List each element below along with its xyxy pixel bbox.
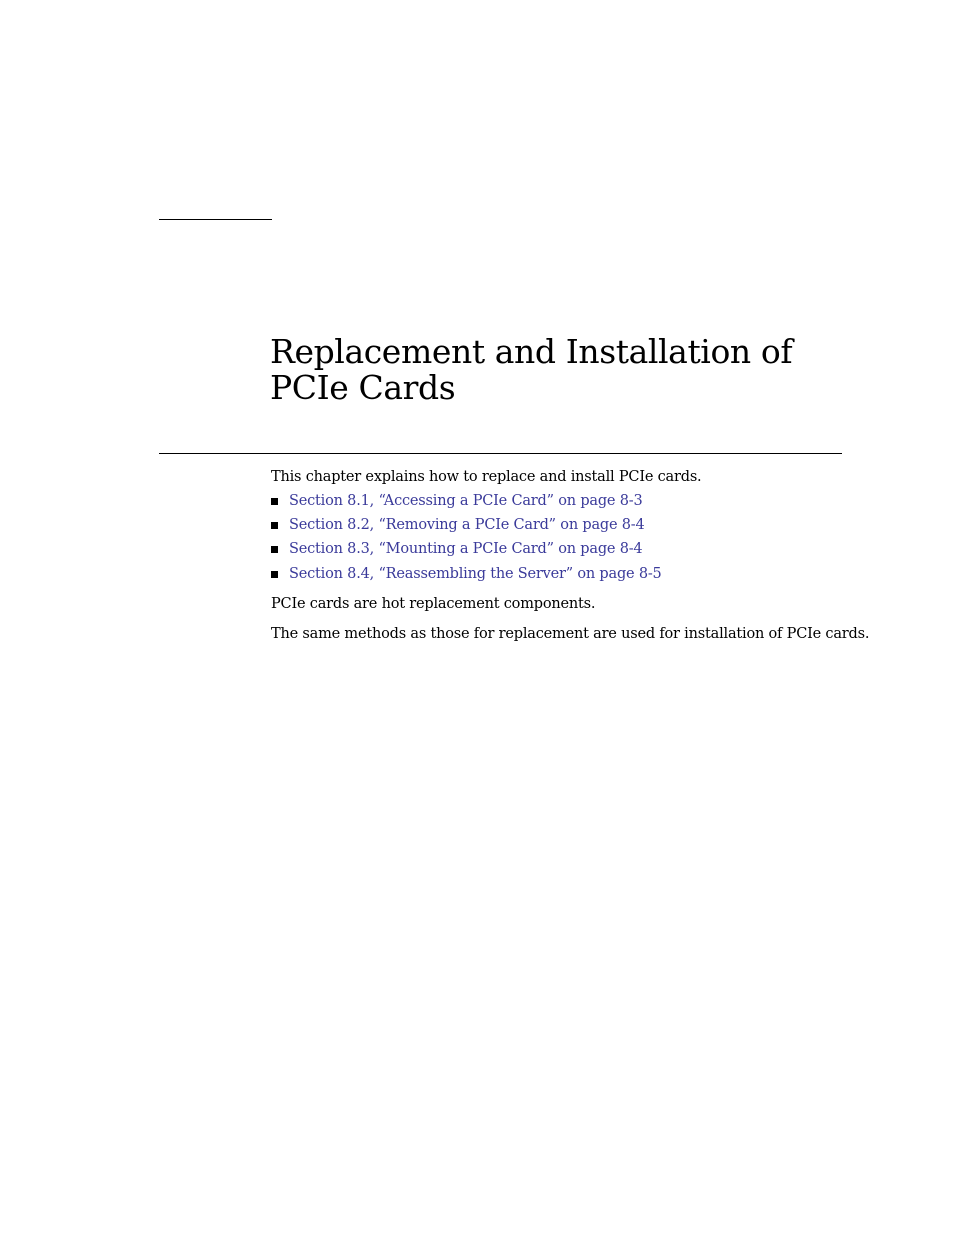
intro-paragraph: This chapter explains how to replace and install PCIe cards. <box>271 469 702 485</box>
hot-replacement-paragraph: PCIe cards are hot replacement components. <box>271 596 596 612</box>
chapter-top-rule <box>159 219 272 220</box>
square-bullet-icon <box>271 522 278 529</box>
section-8-2-link[interactable]: Section 8.2, “Removing a PCIe Card” on page 8-4 <box>289 517 645 533</box>
chapter-title <box>270 334 870 406</box>
section-8-1-link[interactable]: Section 8.1, “Accessing a PCIe Card” on page 8-3 <box>289 493 643 509</box>
section-8-3-link[interactable]: Section 8.3, “Mounting a PCIe Card” on page 8-4 <box>289 541 643 557</box>
square-bullet-icon <box>271 571 278 578</box>
square-bullet-icon <box>271 546 278 553</box>
chapter-title-line-1: Replacement and Installation of <box>270 332 793 371</box>
chapter-divider-rule <box>159 453 842 454</box>
chapter-title-line-2: PCIe Cards <box>270 368 456 407</box>
installation-methods-paragraph: The same methods as those for replacement are used for installation of PCIe cards. <box>271 626 870 642</box>
section-8-4-link[interactable]: Section 8.4, “Reassembling the Server” on page 8-5 <box>289 566 662 582</box>
square-bullet-icon <box>271 498 278 505</box>
